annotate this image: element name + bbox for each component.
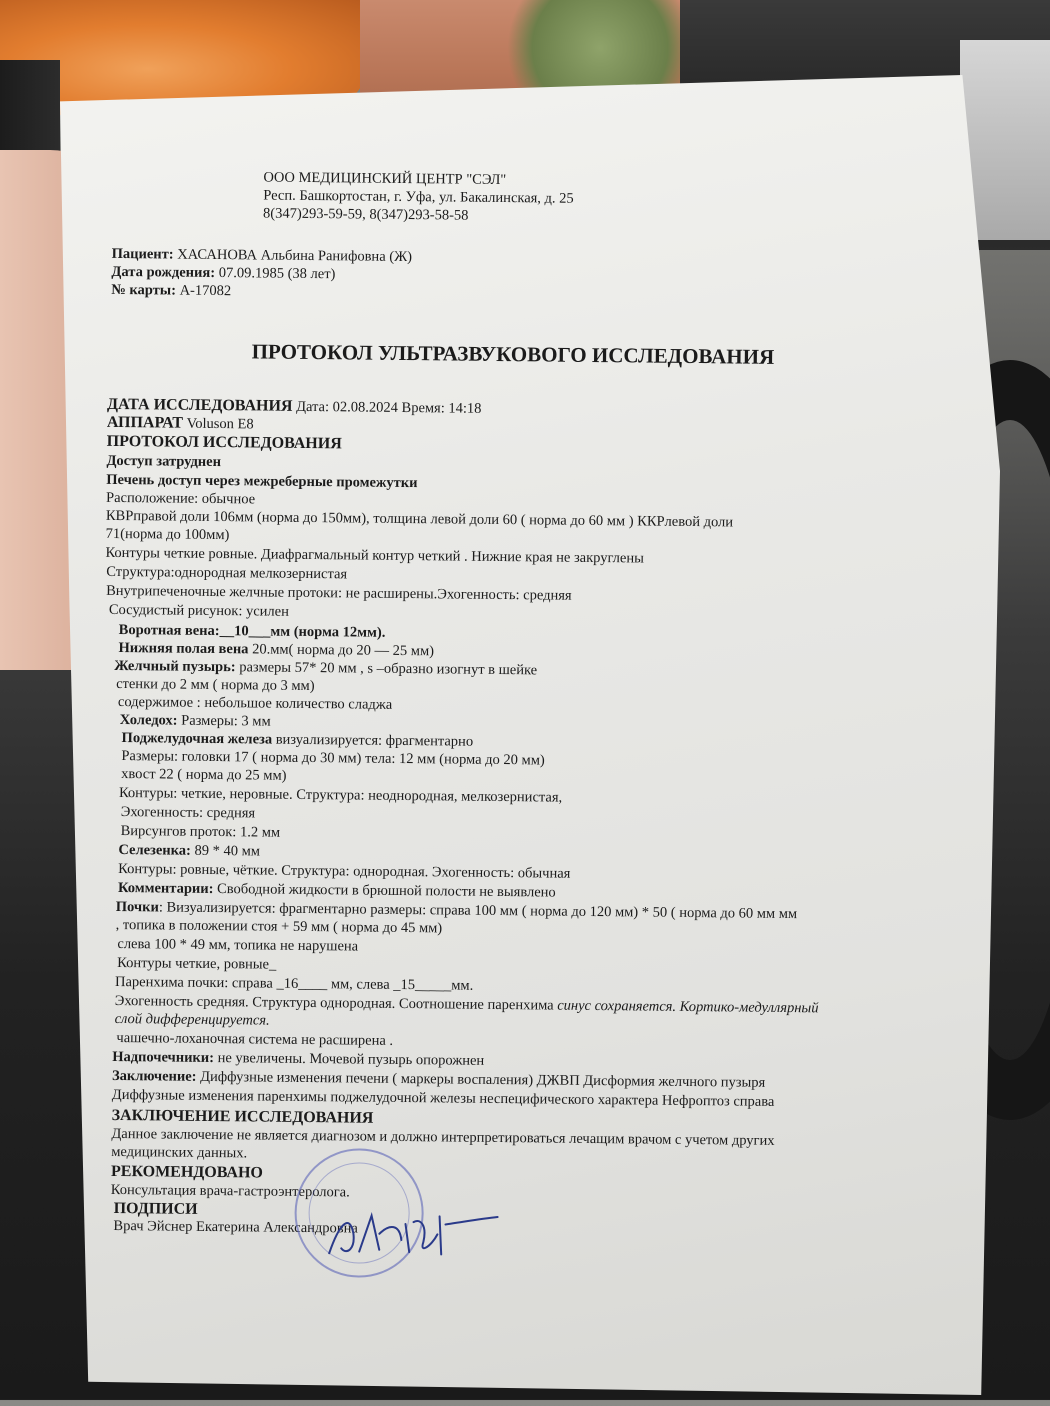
patient-label: Пациент: (111, 245, 174, 263)
pancreas-contours: Контуры: четкие, неровные. Структура: неоднородная, мелкозернистая, (118, 785, 563, 806)
conclusion-text-1: Диффузные изменения печени ( маркеры воспаления) ДЖВП Дисформия желчного пузыря (196, 1068, 766, 1091)
choledoch-label: Холедох: (119, 712, 178, 729)
page-title: ПРОТОКОЛ УЛЬТРАЗВУКОВОГО ИССЛЕДОВАНИЯ (251, 339, 775, 369)
gallbladder-size: размеры 57* 20 мм , s –образно изогнут в шейке (239, 659, 538, 679)
kidneys-label: Почки (115, 898, 159, 916)
choledoch-value: Размеры: 3 мм (181, 712, 271, 730)
ivc-label: Нижняя полая вена (118, 640, 249, 658)
doctor-signature (319, 1193, 500, 1275)
liver-line-4: Контуры четкие ровные. Диафрагмальный контур четкий . Нижние края не закруглены (105, 544, 644, 567)
liver-line-5: Структура:однородная мелкозернистая (106, 563, 348, 583)
pancreas-visual: визуализируется: фрагментарно (275, 731, 474, 750)
gallbladder-content: содержимое : небольшое количество сладжа (117, 693, 393, 713)
dob-label: Дата рождения: (111, 263, 216, 281)
pancreas-label: Поджелудочная железа (121, 730, 273, 748)
device-line (107, 414, 254, 434)
study-date-label: ДАТА ИССЛЕДОВАНИЯ (106, 395, 293, 415)
doctor-name: Врач Эйснер Екатерина Александровна (113, 1217, 358, 1237)
kidneys-sinus: синус сохраняется. Кортико-медуллярный (557, 997, 819, 1017)
card-line (111, 282, 231, 300)
patient-name: ХАСАНОВА Альбина Ранифовна (Ж) (177, 246, 413, 266)
liver-heading: Печень доступ через межреберные промежутки (106, 471, 418, 492)
liver-line-1: Расположение: обычное (106, 489, 256, 508)
org-name: ООО МЕДИЦИНСКИЙ ЦЕНТР "СЭЛ" (263, 169, 507, 189)
protocol-label: ПРОТОКОЛ ИССЛЕДОВАНИЯ (106, 432, 342, 453)
spleen-label: Селезенка: (118, 842, 191, 859)
gallbladder-label: Желчный пузырь: (114, 657, 236, 676)
spleen-contours: Контуры: ровные, чёткие. Структура: однородная. Эхогенность: обычная (118, 861, 571, 882)
dob-line (111, 264, 335, 283)
kidneys-topic: , топика в положении стоя + 59 мм ( норма до 45 мм) (115, 916, 443, 937)
portal-vein: Воротная вена:__10___мм (норма 12мм). (118, 622, 386, 641)
conclusion-text-2: Диффузные изменения паренхимы поджелудочной железы неспецифического характера Нефроптоз справа (111, 1086, 775, 1110)
kidneys-layer: слой дифференцируется. (114, 1010, 270, 1029)
org-address: Респ. Башкортостан, г. Уфа, ул. Бакалинская, д. 25 (263, 187, 574, 207)
device-label: АППАРАТ (106, 413, 184, 432)
signatures-label: ПОДПИСИ (113, 1199, 198, 1218)
pancreas-sizes: Размеры: головки 17 ( норма до 30 мм) тела: 12 мм (норма до 20 мм) (121, 748, 545, 769)
study-conclusion-label: ЗАКЛЮЧЕНИЕ ИССЛЕДОВАНИЯ (111, 1106, 374, 1127)
device-value: Voluson E8 (186, 415, 254, 433)
comments-label: Комментарии: (117, 880, 214, 898)
spleen-line (118, 842, 260, 860)
study-conclusion-text-1: Данное заключение не является диагнозом и должно интерпретироваться лечащим врачом с учетом других (111, 1125, 775, 1149)
kidneys-pcs: чашечно-лоханочная система не расширена . (116, 1030, 394, 1049)
comments-value: Свободной жидкости в брюшной полости не выявлено (217, 881, 556, 901)
liver-line-6: Внутрипеченочные желчные протоки: не расширены.Эхогенность: средняя (106, 582, 572, 604)
card-value: А-17082 (179, 282, 232, 300)
liver-line-7: Сосудистый рисунок: усилен (108, 601, 289, 620)
patient-line (112, 246, 412, 266)
conclusion-label: Заключение: (111, 1067, 197, 1085)
kidneys-right: : Визуализируется: фрагментарно размеры: справа 100 мм ( норма до 120 мм) * 50 ( норма до 60 мм мм (158, 899, 798, 923)
pancreas-tail: хвост 22 ( норма до 25 мм) (121, 766, 287, 784)
card-label: № карты: (111, 281, 177, 299)
kidneys-echo: Эхогенность средняя. Структура однородная. Соотношение паренхима (114, 992, 558, 1014)
spleen-value: 89 * 40 мм (194, 842, 261, 860)
comments-line (118, 880, 556, 902)
gallbladder-walls: стенки до 2 мм ( норма до 3 мм) (116, 675, 315, 695)
liver-line-2: КВРправой доли 106мм (норма до 150мм), толщина левой доли 60 ( норма до 60 мм ) ККРлевой доли (105, 507, 734, 531)
choledoch-line (120, 712, 271, 731)
pancreas-duct: Вирсунгов проток: 1.2 мм (120, 823, 281, 841)
recommend-text: Консультация врача-гастроэнтеролога. (110, 1181, 350, 1201)
access-note: Доступ затруднен (106, 452, 222, 471)
pancreas-echogenicity: Эхогенность: средняя (120, 804, 256, 822)
kidneys-contours: Контуры четкие, ровные_ (117, 955, 277, 973)
study-date-value: Дата: 02.08.2024 Время: 14:18 (296, 398, 482, 417)
adrenal-line (112, 1049, 484, 1070)
org-phones: 8(347)293-59-59, 8(347)293-58-58 (262, 205, 469, 224)
kidneys-left: слева 100 * 49 мм, топика не нарушена (117, 936, 359, 955)
adrenal-label: Надпочечники: (112, 1048, 215, 1067)
ivc-line (118, 640, 434, 660)
kidneys-parenchyma: Паренхима почки: справа _16____ мм, слева _15_____мм. (114, 973, 474, 994)
ivc-value: 20.мм( норма до 20 — 25 мм) (252, 641, 435, 660)
study-conclusion-text-2: медицинских данных. (111, 1143, 248, 1162)
dob-value: 07.09.1985 (38 лет) (218, 265, 336, 283)
adrenal-value: не увеличены. Мочевой пузырь опорожнен (213, 1050, 485, 1069)
recommend-label: РЕКОМЕНДОВАНО (110, 1162, 263, 1182)
liver-line-3: 71(норма до 100мм) (105, 525, 230, 544)
